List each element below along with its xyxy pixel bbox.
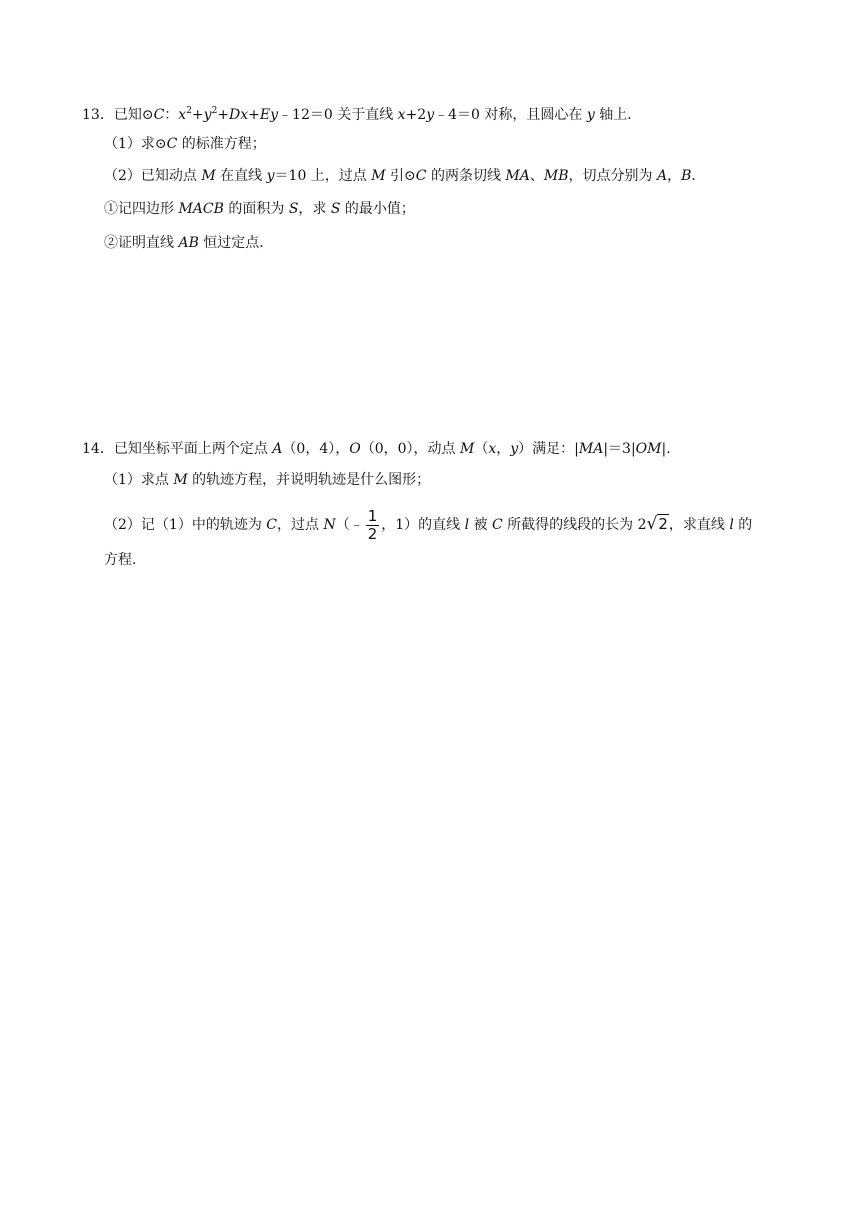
q14-line1: 14．已知坐标平面上两个定点 A（0，4），O（0，0），动点 M（x，y）满足：|MA|＝3|OM|. [82,441,671,457]
q13-number: 13． [82,107,114,123]
q14-part2-cont: 方程． [104,552,146,568]
q14-part2: （2）记（1）中的轨迹为 C，过点 N（﹣ $\frac{1}{2}$ ，1）的直线 l 被 C 所截得的线段的长为 2√2，求直线 l 的 [104,506,753,543]
q14-number: 14． [82,441,114,457]
q13-part1: （1）求⊙C 的标准方程； [104,136,266,152]
q13-sub2: ②证明直线 AB 恒过定点． [104,235,274,251]
q13-sub1: ①记四边形 MACB 的面积为 S，求 S 的最小值； [104,201,415,217]
fraction-one-half: $\frac{1}{2}$ [367,506,378,543]
q13-part2: （2）已知动点 M 在直线 y＝10 上，过点 M 引⊙C 的两条切线 MA、MB，切点分别为 A，B． [104,168,706,184]
sqrt-two: √2 [646,514,668,534]
q13-line1: 13．已知⊙C：$x^2+y^2+Dx+Ey﹣12=0$ 关于直线 x+2y﹣4＝0 对称，且圆心在 y 轴上． [82,106,642,123]
q14-part1: （1）求点 M 的轨迹方程，并说明轨迹是什么图形； [104,472,431,488]
